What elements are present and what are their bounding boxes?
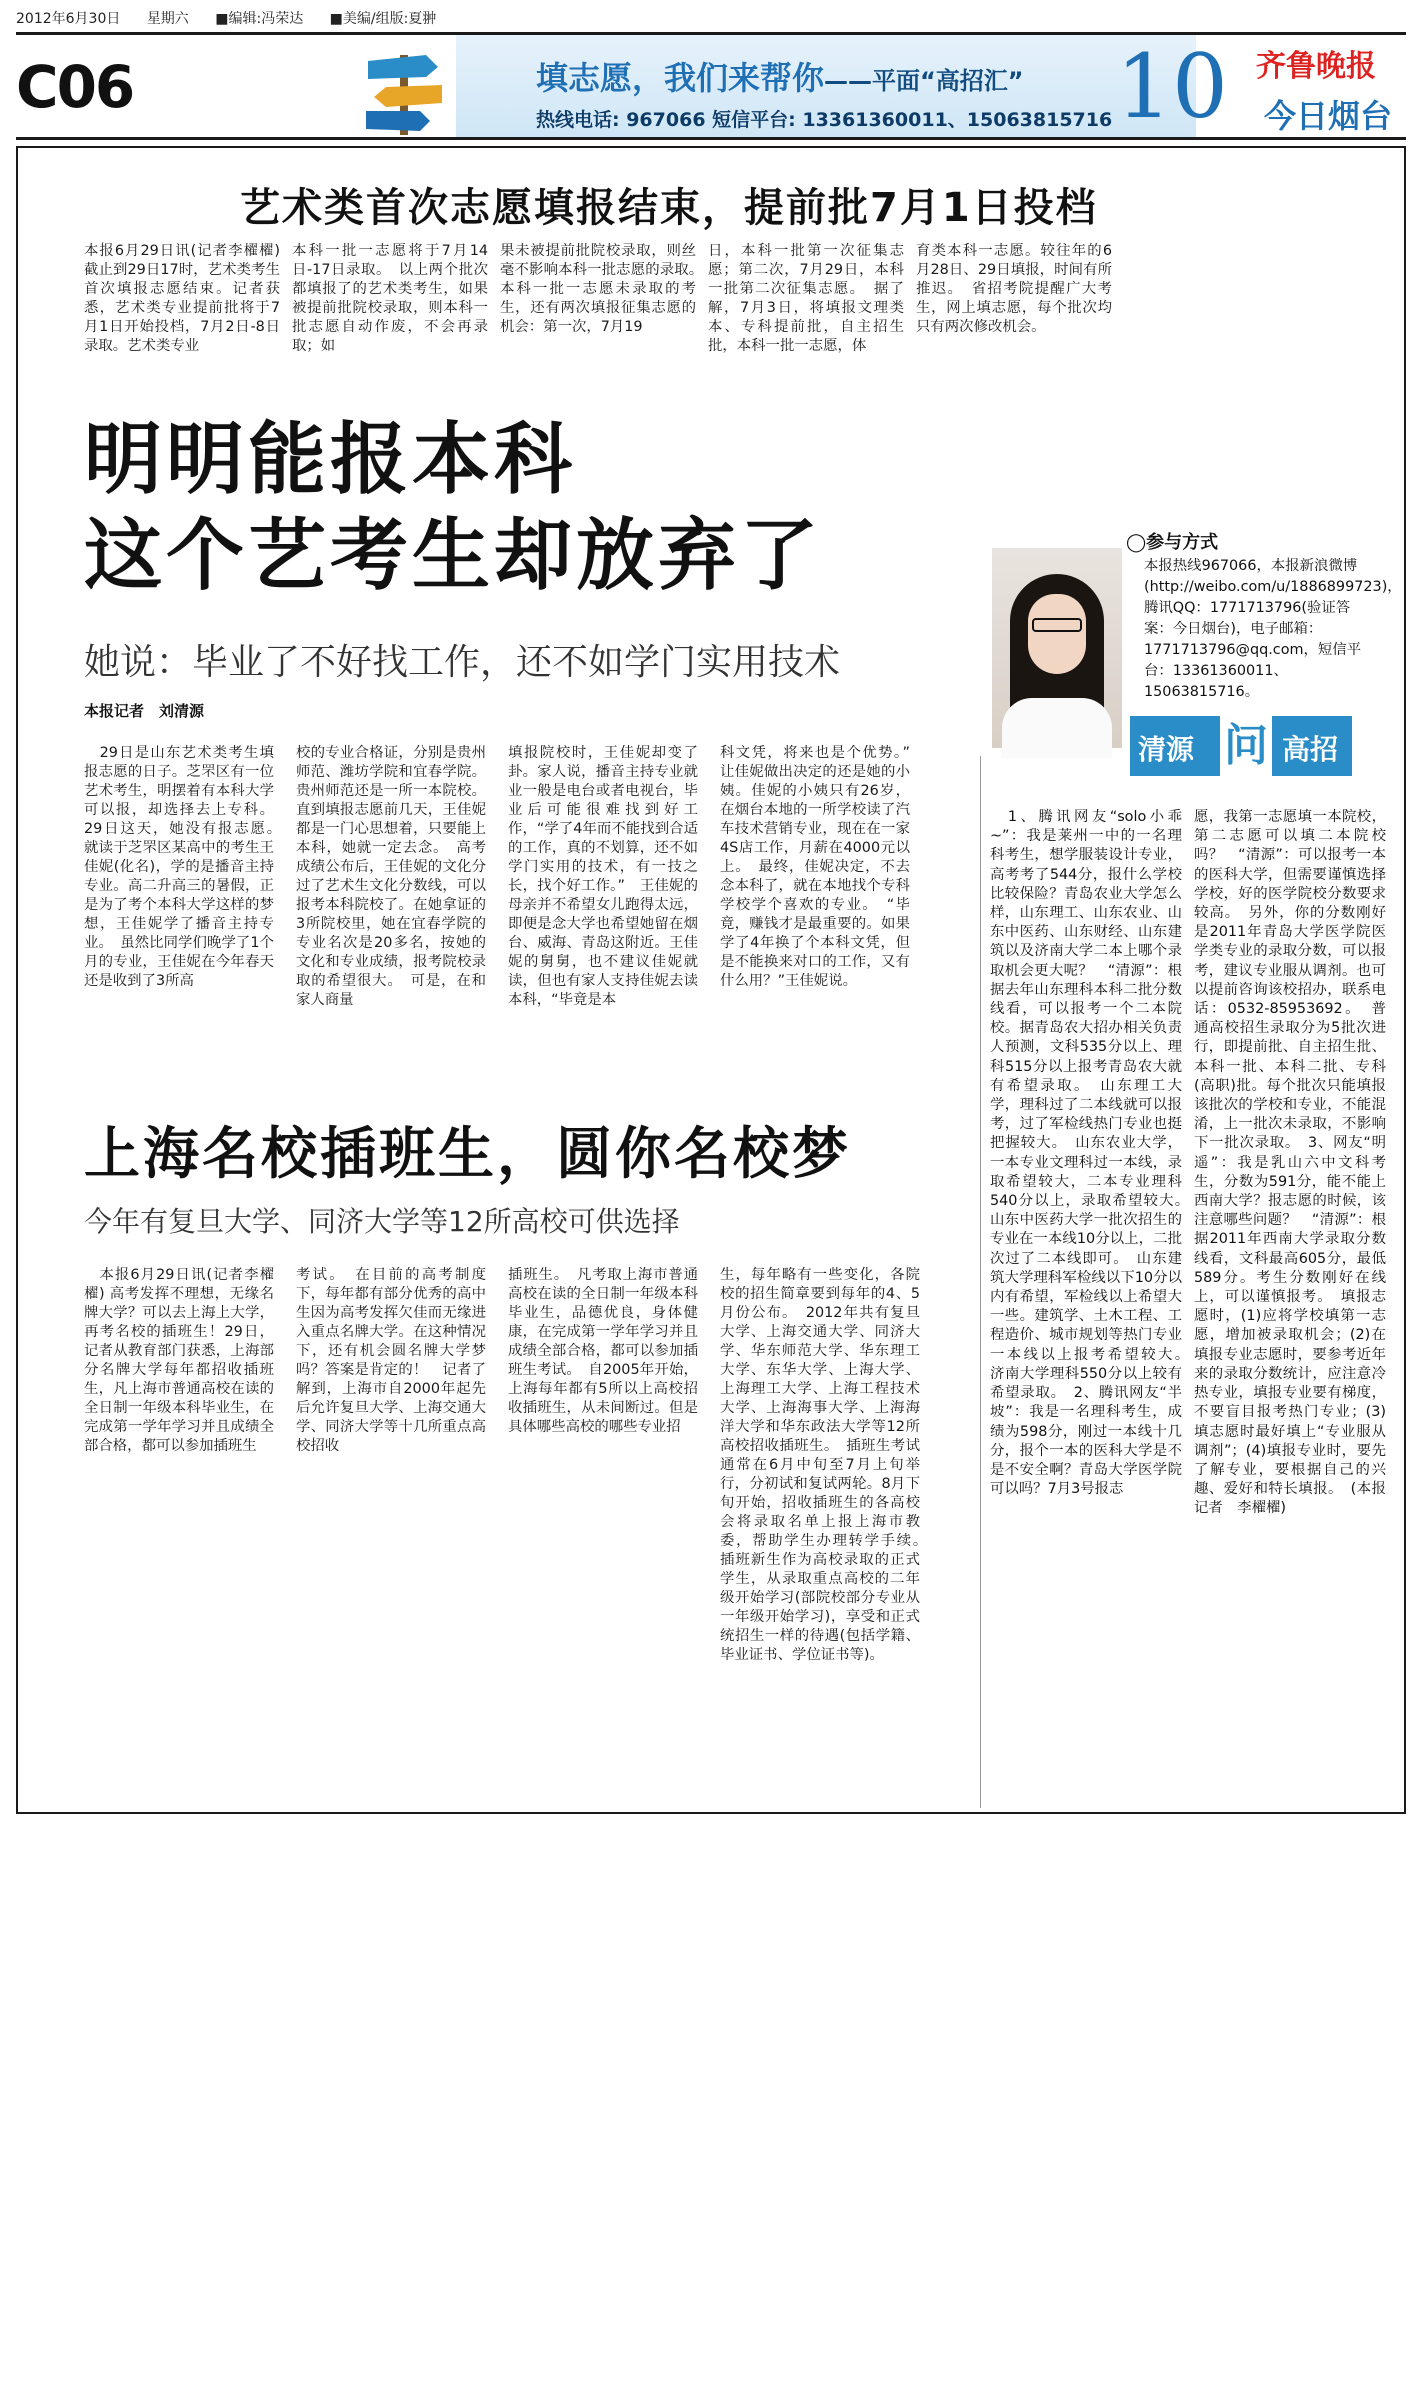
participation-title: ◯参与方式 bbox=[1126, 532, 1219, 553]
edition-city: 今日烟台 bbox=[1264, 97, 1393, 135]
article1-title: 艺术类首次志愿填报结束，提前批7月1日投档 bbox=[240, 185, 1098, 231]
issue-weekday: 星期六 bbox=[146, 11, 189, 27]
article2-col-2: 校的专业合格证，分别是贵州师范、潍坊学院和宜春学院。贵州师范还是一所一本院校。直到填报志愿前几天，王佳妮都是一门心思想着，只要能上本科，她就一定去念。 高考成绩公布后，王佳妮的文化分过了艺术生文化分数线，可以报考本科院校了。在她拿证的3所院校里，她在宜春学院的专业名次是20多名，按她的文化和专业成绩，报考院校录取的希望很大。 可是，在和家人商量 bbox=[296, 745, 486, 1008]
section-number: 10 bbox=[1116, 35, 1228, 138]
banner-ask-icon: 问 bbox=[1220, 716, 1272, 776]
banner-left: 清源 bbox=[1138, 733, 1195, 766]
masthead bbox=[16, 32, 1406, 140]
banner-right: 高招 bbox=[1282, 733, 1339, 766]
article2-col-1: 29日是山东艺术类考生填报志愿的日子。芝罘区有一位艺术考生，明摆着有本科大学可以报，却选择去上专科。29日这天，她没有报志愿。 就读于芝罘区某高中的考生王佳妮(化名)，学的是播音主持专业。高二升高三的暑假，正是为了考个本科大学这样的梦想，王佳妮学了播音主持专业。 虽然比同学们晚学了1个月的专业，王佳妮在今年春天还是收到了3所高 bbox=[84, 745, 289, 989]
participation-body: 本报热线967066，本报新浪微博(http://weibo.com/u/1886899723)，腾讯QQ：1771713796(验证答案：今日烟台)，电子邮箱：1771713796@qq.com，短信平台：13361360011、15063815716。 bbox=[1144, 558, 1402, 700]
qa-col-1: 1、腾讯网友“solo小乖~”：我是莱州一中的一名理科考生，想学服装设计专业，高考考了544分，报什么学校比较保险？青岛农业大学怎么样，山东理工、山东农业、山东中医药、山东财经、山东建筑以及济南大学二本上哪个录取机会更大呢？ “清源”：根据去年山东理科本科二批分数线看，可以报考一个二本院校。据青岛农大招办相关负责人预测，文科535分以上、理科515分以上报考青岛农大就有希望录取。 山东理工大学，理科过了二本线就可以报考，过了军检线热门专业也挺把握较大。 山东农业大学，一本专业文理科过一本线，录取希望较大，二本专业理科540分以上，录取希望较大。 山东中医药大学一批次招生的专业在一本线10分以上，二批次过了二本线即可。 山东建筑大学理科军检线以下10分以内有希望，军检线以上希望大一些。建筑学、土木工程、工程造价、城市规划等热门专业一本线以上报考希望较大。 济南大学理科550分以上较有希望录取。 2、腾讯网友“半坡”：我是一名理科考生，成绩为598分，刚过一本线十几分，报个一本的医科大学是不是不安全啊？青岛大学医学院可以吗？7月3号报志 bbox=[990, 809, 1197, 1498]
qa-col-2: 愿，我第一志愿填一本院校，第二志愿可以填二本院校吗？ “清源”：可以报考一本的医科大学，但需要谨慎选择学校，好的医学院校分数要求较高。 另外，你的分数刚好是2011年青岛大学医学院医学类专业的录取分数，可以报考，建议专业服从调剂。也可以提前咨询该校招办，联系电话：0532-85953692。 普通高校招生录取分为5批次进行，即提前批、自主招生批、本科一批、本科二批、专科(高职)批。每个批次只能填报该批次的学校和专业，不能混淆，上一批次未录取，不影响下一批次录取。 3、网友“明遥”：我是乳山六中文科考生，分数为591分，能不能上西南大学？报志愿的时候，该注意哪些问题？ “清源”：根据2011年西南大学录取分数线看，文科最高605分，最低589分。考生分数刚好在线上，可以谨慎报考。 填报志愿时，(1)应将学校填第一志愿，增加被录取机会；(2)在填报专业志愿时，要参考近年来的录取分数统计，应注意冷热专业，填报专业要有梯度，不要盲目报考热门专业；(3)填志愿时最好填上“专业服从调剂”；(4)填报专业时，要先了解专业，要根据自己的兴趣、爱好和特长填报。 (本报记者 李櫂櫂) bbox=[1194, 809, 1386, 1517]
designer-credit: ■美编/组版:夏翀 bbox=[329, 11, 437, 27]
article1-col-5: 育类本科一志愿。较往年的6月28日、29日填报，时间有所推迟。 省招考院提醒广大考生，网上填志愿，每个批次均只有两次修改机会。 bbox=[916, 243, 1112, 335]
article1-col-3: 果未被提前批院校录取，则丝毫不影响本科一批志愿的录取。 本科一批一志愿未录取的考生，还有两次填报征集志愿的机会：第一次，7月19 bbox=[500, 243, 711, 335]
article1-col-4: 日，本科一批第一次征集志愿；第二次，7月29日，本科一批第二次征集志愿。 据了解，7月3日，将填报文理类本、专科提前批，自主招生批，本科一批一志愿，体 bbox=[708, 243, 904, 354]
article2-col-3: 填报院校时，王佳妮却变了卦。家人说，播音主持专业就业一般是电台或者电视台，毕业后可能很难找到好工作，“学了4年而不能找到合适的工作，真的不划算，还不如学门实用的技术，有一技之长，找个好工作。” 王佳妮的母亲并不希望女儿跑得太远，即便是念大学也希望她留在烟台、威海、青岛这附近。王佳妮的舅舅，也不建议佳妮就读，但也有家人支持佳妮去读本科，“毕竟是本 bbox=[508, 745, 698, 1008]
issue-date: 2012年6月30日 bbox=[16, 11, 121, 27]
qa-banner bbox=[1130, 716, 1352, 776]
article3-title: 上海名校插班生，圆你名校梦 bbox=[84, 1122, 851, 1187]
article2-col-4: 科文凭，将来也是个优势。” 让佳妮做出决定的还是她的小姨。佳妮的小姨只有26岁，在烟台本地的一所学校读了汽车技术营销专业，现在在一家4S店工作，月薪在4000元以上。 最终，佳妮决定，不去念本科了，就在本地找个专科学校学个喜欢的专业。 “毕竟，赚钱才是最重要的。如果学了4年换了个本科文凭，但是不能换来对口的工作，又有什么用？”王佳妮说。 bbox=[720, 745, 925, 989]
article2-byline: 本报记者 刘清源 bbox=[84, 702, 205, 720]
article2-title-line2: 这个艺考生却放弃了 bbox=[84, 511, 823, 601]
article3-col-2: 考试。 在目前的高考制度下，每年都有部分优秀的高中生因为高考发挥欠佳而无缘进入重点名牌大学。在这种情况下，还有机会圆名牌大学梦吗？答案是肯定的！ 记者了解到，上海市自2000年起先后允许复旦大学、上海交通大学、同济大学等十几所重点高校招收 bbox=[296, 1267, 486, 1454]
article1-col-1: 本报6月29日讯(记者李櫂櫂) 截止到29日17时，艺术类考生首次填报志愿结束。记者获悉，艺术类专业提前批将于7月1日开始投档，7月2日-8日录取。艺术类专业 bbox=[84, 243, 280, 354]
article2-title-line1: 明明能报本科 bbox=[84, 415, 577, 505]
reporter-photo bbox=[992, 548, 1122, 748]
article3-col-4: 生，每年略有一些变化，各院校的招生简章要到每年的4、5月份公布。 2012年共有复旦大学、上海交通大学、同济大学、华东师范大学、华东理工大学、东华大学、上海大学、上海理工大学、上海工程技术大学、上海海事大学、上海海洋大学和华东政法大学等12所高校招收插班生。 插班生考试通常在6月中旬至7月上旬举行，分初试和复试两轮。8月下旬开始，招收插班生的各高校会将录取名单上报上海市教委，帮助学生办理转学手续。 插班新生作为高校录取的正式学生，从录取重点高校的二年级开始学习(部院校部分专业从一年级开始学习)，享受和正式统招生一样的待遇(包括学籍、毕业证书、学位证书等)。 bbox=[720, 1267, 935, 1663]
article2-subtitle: 她说：毕业了不好找工作，还不如学门实用技术 bbox=[84, 642, 841, 683]
article3-col-1: 本报6月29日讯(记者李櫂櫂) 高考发挥不理想，无缘名牌大学？可以去上海上大学，再考名校的插班生！29日，记者从教育部门获悉，上海部分名牌大学每年都招收插班生，凡上海市普通高校在读的全日制一年级本科毕业生，在完成第一学年学习并且成绩全部合格，都可以参加插班生 bbox=[84, 1267, 274, 1454]
article1-col-2: 本科一批一志愿将于7月14日-17日录取。 以上两个批次都填报了的艺术类考生，如果被提前批院校录取，则本科一批志愿自动作废，不会再录取；如 bbox=[292, 243, 488, 354]
article3-col-3: 插班生。 凡考取上海市普通高校在读的全日制一年级本科毕业生，品德优良，身体健康，在完成第一学年学习并且成绩全部合格，都可以参加插班生考试。 自2005年开始，上海每年都有5所以上高校招收插班生，从未间断过。但是具体哪些高校的哪些专业招 bbox=[508, 1267, 698, 1435]
signpost-icon bbox=[346, 41, 466, 137]
hotline-text: 热线电话: 967066 短信平台: 13361360011、15063815716 bbox=[536, 109, 1113, 131]
qa-column-rule bbox=[980, 756, 981, 1808]
article3-subtitle: 今年有复旦大学、同济大学等12所高校可供选择 bbox=[84, 1205, 680, 1238]
editor-credit: ■编辑:冯荣达 bbox=[215, 11, 304, 27]
brand-logo: 齐鲁晚报 bbox=[1256, 49, 1376, 84]
page-number: C06 bbox=[16, 53, 134, 121]
top-info-line bbox=[16, 8, 1406, 30]
section-title: 填志愿，我们来帮你——平面“高招汇” bbox=[536, 59, 1024, 97]
